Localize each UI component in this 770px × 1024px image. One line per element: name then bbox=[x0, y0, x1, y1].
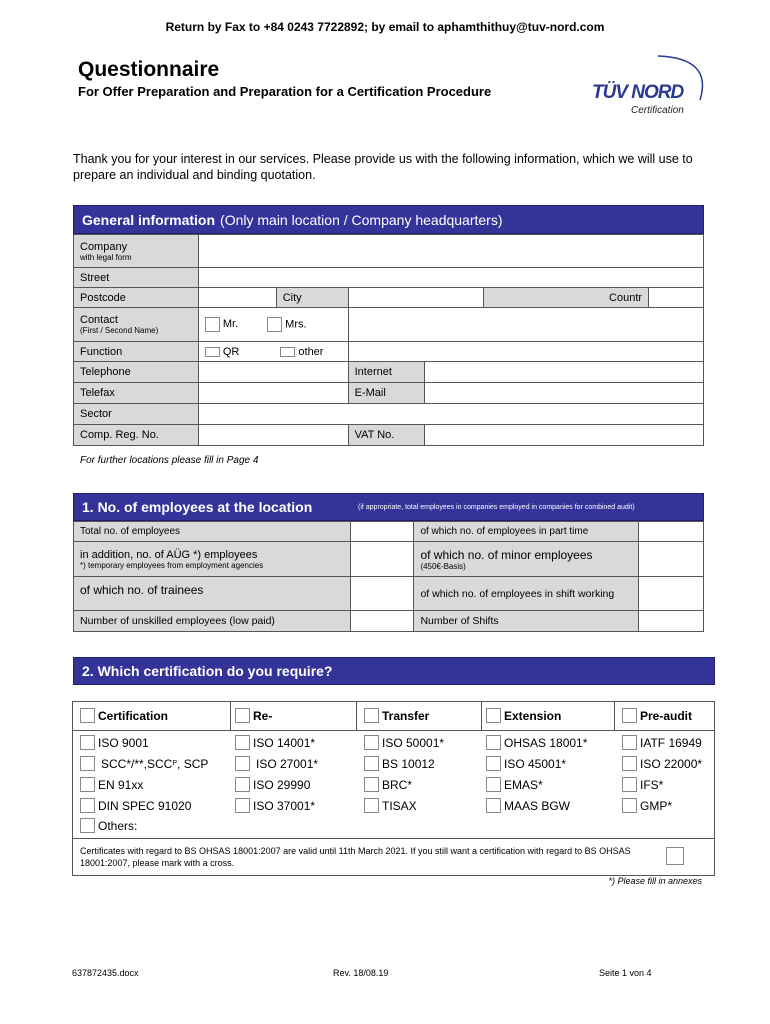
certification-box bbox=[72, 701, 715, 876]
trainees-label: of which no. of trainees bbox=[74, 577, 351, 611]
scc-superscript: P bbox=[172, 760, 178, 767]
scc-tail: , SCP bbox=[177, 756, 209, 771]
footer-page-number: Seite 1 von 4 bbox=[599, 968, 652, 978]
total-employees-label: Total no. of employees bbox=[74, 522, 351, 542]
ohsas-note: Certificates with regard to BS OHSAS 18001:2007 are valid until 11th March 2021. If you still want a certification with regard to BS OHSAS 18001:2007, please mark with a cross. bbox=[80, 846, 631, 868]
cert-option-label: SCC*/**,SCC bbox=[101, 756, 173, 771]
iso45001-checkbox[interactable] bbox=[486, 756, 501, 771]
cert-option-label: OHSAS 18001* bbox=[504, 735, 588, 750]
telephone-field[interactable] bbox=[198, 362, 348, 383]
company-field[interactable] bbox=[198, 235, 703, 268]
cert-option bbox=[80, 756, 208, 771]
header-re bbox=[235, 708, 272, 723]
extension-checkbox[interactable] bbox=[486, 708, 501, 723]
header-transfer-label: Transfer bbox=[382, 708, 430, 723]
cert-option-label: BRC* bbox=[382, 777, 413, 792]
re-checkbox[interactable] bbox=[235, 708, 250, 723]
header-pre-audit bbox=[622, 708, 692, 723]
general-info-title: General information bbox=[82, 211, 216, 228]
shift-employees-label: of which no. of employees in shift working bbox=[414, 577, 639, 611]
cert-option-label: ISO 22000* bbox=[640, 756, 703, 771]
ifs-checkbox[interactable] bbox=[622, 777, 637, 792]
function-options bbox=[198, 342, 348, 362]
cert-option-label: IATF 16949 bbox=[640, 735, 702, 750]
cert-option bbox=[80, 777, 143, 792]
telefax-label: Telefax bbox=[74, 383, 199, 404]
cert-option-label: ISO 37001* bbox=[253, 798, 316, 813]
general-info-table bbox=[73, 234, 704, 446]
country-label: Countr bbox=[484, 288, 649, 308]
iso27001-checkbox[interactable] bbox=[235, 756, 250, 771]
cert-option bbox=[486, 798, 570, 813]
emas-checkbox[interactable] bbox=[486, 777, 501, 792]
cert-option-label: IFS* bbox=[640, 777, 664, 792]
others-checkbox[interactable] bbox=[80, 818, 95, 833]
iatf16949-checkbox[interactable] bbox=[622, 735, 637, 750]
cert-option-label: ISO 27001* bbox=[256, 756, 319, 771]
mrs-checkbox[interactable] bbox=[267, 317, 282, 332]
employees-header bbox=[73, 493, 704, 521]
salutation-cell bbox=[198, 308, 348, 342]
street-field[interactable] bbox=[198, 268, 703, 288]
part-time-field[interactable] bbox=[639, 522, 704, 542]
cert-option bbox=[235, 735, 315, 750]
cert-option bbox=[80, 798, 191, 813]
tuv-nord-logo bbox=[588, 48, 708, 120]
employees-table bbox=[73, 521, 704, 632]
unskilled-label: Number of unskilled employees (low paid) bbox=[74, 611, 351, 632]
brc-checkbox[interactable] bbox=[364, 777, 379, 792]
shift-employees-field[interactable] bbox=[639, 577, 704, 611]
maas-bgw-checkbox[interactable] bbox=[486, 798, 501, 813]
iso22000-checkbox[interactable] bbox=[622, 756, 637, 771]
header-extension-label: Extension bbox=[504, 708, 562, 723]
footer-revision: Rev. 18/08.19 bbox=[333, 968, 389, 978]
employees-note: (if appropriate, total employees in companies employed in companies for combined audit) bbox=[358, 503, 635, 511]
certification-checkbox[interactable] bbox=[80, 708, 95, 723]
cert-option bbox=[486, 777, 543, 792]
en91xx-checkbox[interactable] bbox=[80, 777, 95, 792]
aug-employees-label: in addition, no. of AÜG *) employees *) temporary employees from employment agencies bbox=[74, 542, 351, 577]
header-pre-audit-label: Pre-audit bbox=[640, 708, 693, 723]
other-label: other bbox=[298, 345, 324, 358]
cert-option bbox=[364, 735, 444, 750]
cert-option bbox=[622, 777, 663, 792]
cert-option-label: EMAS* bbox=[504, 777, 543, 792]
cert-option-label: DIN SPEC 91020 bbox=[98, 798, 192, 813]
contact-field[interactable] bbox=[348, 308, 703, 342]
mrs-label: Mrs. bbox=[285, 318, 307, 331]
header-transfer bbox=[364, 708, 429, 723]
page-title: Questionnaire bbox=[78, 58, 220, 81]
internet-field[interactable] bbox=[424, 362, 703, 383]
comp-reg-field[interactable] bbox=[198, 425, 348, 446]
qr-label: QR bbox=[222, 345, 240, 358]
cert-option-label: ISO 14001* bbox=[253, 735, 316, 750]
contact-label: Contact (First / Second Name) bbox=[74, 308, 199, 342]
cert-option-label: ISO 29990 bbox=[253, 777, 311, 792]
cert-option-label: ISO 50001* bbox=[382, 735, 445, 750]
iso14001-checkbox[interactable] bbox=[235, 735, 250, 750]
postcode-label: Postcode bbox=[74, 288, 199, 308]
cert-option bbox=[80, 735, 149, 750]
iso29990-checkbox[interactable] bbox=[235, 777, 250, 792]
gmp-checkbox[interactable] bbox=[622, 798, 637, 813]
function-label: Function bbox=[74, 342, 199, 362]
general-info-header bbox=[73, 205, 704, 234]
country-field[interactable] bbox=[649, 288, 704, 308]
unskilled-field[interactable] bbox=[350, 611, 414, 632]
others-label: Others: bbox=[98, 818, 138, 833]
ohsas-2007-checkbox[interactable] bbox=[666, 847, 684, 865]
email-label: E-Mail bbox=[348, 383, 424, 404]
employees-title: 1. No. of employees at the location bbox=[82, 499, 313, 515]
comp-reg-label: Comp. Reg. No. bbox=[74, 425, 199, 446]
cert-option bbox=[364, 798, 417, 813]
cert-option-label: ISO 9001 bbox=[98, 735, 149, 750]
mr-checkbox[interactable] bbox=[205, 317, 220, 332]
logo-subtext: Certification bbox=[631, 105, 684, 116]
iso50001-checkbox[interactable] bbox=[364, 735, 379, 750]
qr-checkbox[interactable] bbox=[205, 347, 220, 357]
city-label: City bbox=[276, 288, 348, 308]
mr-label: Mr. bbox=[222, 318, 239, 331]
header-re-label: Re- bbox=[253, 708, 273, 723]
company-label: Company with legal form bbox=[74, 235, 199, 268]
cert-option bbox=[622, 798, 672, 813]
shifts-field[interactable] bbox=[639, 611, 704, 632]
cert-option-label: EN 91xx bbox=[98, 777, 144, 792]
din-spec-91020-checkbox[interactable] bbox=[80, 798, 95, 813]
email-field[interactable] bbox=[424, 383, 703, 404]
cert-option-label: MAAS BGW bbox=[504, 798, 571, 813]
footer-doc-name: 637872435.docx bbox=[72, 968, 139, 978]
cert-option bbox=[622, 735, 702, 750]
vat-field[interactable] bbox=[424, 425, 703, 446]
pre-audit-checkbox[interactable] bbox=[622, 708, 637, 723]
sector-label: Sector bbox=[74, 404, 199, 425]
shifts-label: Number of Shifts bbox=[414, 611, 639, 632]
aug-employees-field[interactable] bbox=[350, 542, 414, 577]
other-checkbox[interactable] bbox=[280, 347, 295, 357]
header-certification-label: Certification bbox=[98, 708, 169, 723]
cert-option bbox=[622, 756, 702, 771]
scc-checkbox[interactable] bbox=[80, 756, 95, 771]
minor-employees-field[interactable] bbox=[639, 542, 704, 577]
city-field[interactable] bbox=[348, 288, 484, 308]
iso37001-checkbox[interactable] bbox=[235, 798, 250, 813]
cert-option-label: TISAX bbox=[382, 798, 417, 813]
minor-employees-label: of which no. of minor employees (450€-Basis) bbox=[414, 542, 639, 577]
general-info-note: (Only main location / Company headquarters) bbox=[220, 211, 503, 228]
total-employees-field[interactable] bbox=[350, 522, 414, 542]
annex-note: *) Please fill in annexes bbox=[608, 876, 702, 886]
page-subtitle: For Offer Preparation and Preparation for a Certification Procedure bbox=[78, 84, 492, 99]
cert-option bbox=[235, 777, 310, 792]
others-option bbox=[80, 818, 137, 833]
certification-header: 2. Which certification do you require? bbox=[73, 657, 715, 685]
iso9001-checkbox[interactable] bbox=[80, 735, 95, 750]
sector-field[interactable] bbox=[198, 404, 703, 425]
tisax-checkbox[interactable] bbox=[364, 798, 379, 813]
cert-option-label: ISO 45001* bbox=[504, 756, 567, 771]
cert-option bbox=[364, 756, 435, 771]
telefax-field[interactable] bbox=[198, 383, 348, 404]
header-certification bbox=[80, 708, 168, 723]
postcode-field[interactable] bbox=[198, 288, 276, 308]
ohsas18001-checkbox[interactable] bbox=[486, 735, 501, 750]
cert-option bbox=[235, 798, 315, 813]
transfer-checkbox[interactable] bbox=[364, 708, 379, 723]
cert-option bbox=[364, 777, 412, 792]
cert-option bbox=[235, 756, 318, 771]
cert-option bbox=[486, 756, 566, 771]
telephone-label: Telephone bbox=[74, 362, 199, 383]
function-field[interactable] bbox=[348, 342, 703, 362]
trainees-field[interactable] bbox=[350, 577, 414, 611]
cert-option bbox=[486, 735, 587, 750]
intro-text: Thank you for your interest in our services. Please provide us with the following information, which we will use to prepare an individual and binding quotation. bbox=[73, 152, 693, 182]
logo-text: TÜV NORD bbox=[592, 82, 684, 103]
part-time-label: of which no. of employees in part time bbox=[414, 522, 639, 542]
header-extension bbox=[486, 708, 561, 723]
cert-option-label: BS 10012 bbox=[382, 756, 435, 771]
fax-instruction: Return by Fax to +84 0243 7722892; by email to aphamthithuy@tuv-nord.com bbox=[165, 20, 605, 34]
internet-label: Internet bbox=[348, 362, 424, 383]
further-locations-note: For further locations please fill in Page 4 bbox=[80, 455, 259, 466]
vat-label: VAT No. bbox=[348, 425, 424, 446]
bs10012-checkbox[interactable] bbox=[364, 756, 379, 771]
street-label: Street bbox=[74, 268, 199, 288]
cert-option-label: GMP* bbox=[640, 798, 673, 813]
